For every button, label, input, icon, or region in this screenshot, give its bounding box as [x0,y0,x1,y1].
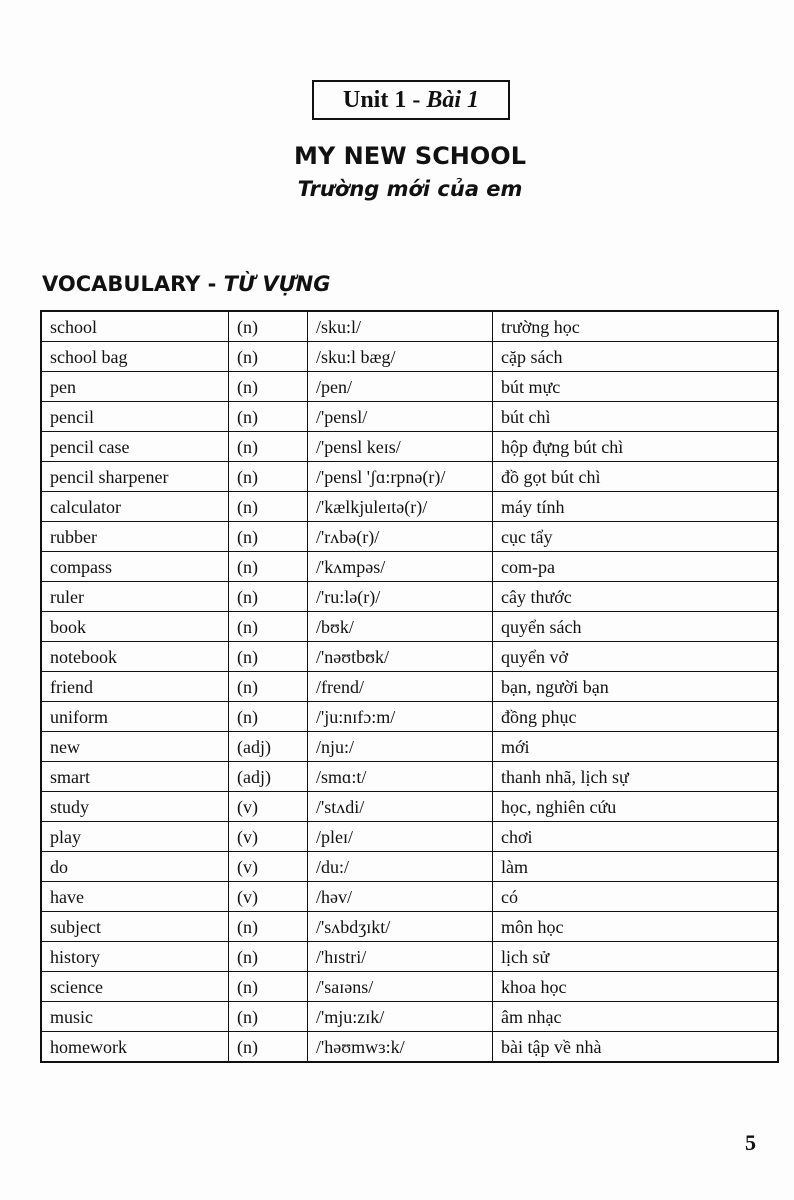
table-row [41,552,778,582]
section-heading-en: VOCABULARY - [42,272,217,296]
table-row [41,822,778,852]
meaning-cell: âm nhạc [493,1002,779,1032]
table-row [41,702,778,732]
word-cell: school bag [41,342,229,372]
pronunciation-cell: /'sʌbdʒɪkt/ [308,912,493,942]
table-row [41,582,778,612]
part-of-speech-cell: (n) [229,342,308,372]
word-cell: school [41,311,229,342]
meaning-cell: đồ gọt bút chì [493,462,779,492]
word-cell: have [41,882,229,912]
word-cell: pencil [41,402,229,432]
word-cell: compass [41,552,229,582]
meaning-cell: hộp đựng bút chì [493,432,779,462]
table-row [41,492,778,522]
word-cell: history [41,942,229,972]
table-row [41,342,778,372]
word-cell: homework [41,1032,229,1063]
unit-label: Unit 1 - [342,86,421,113]
part-of-speech-cell: (n) [229,552,308,582]
part-of-speech-cell: (n) [229,492,308,522]
table-row [41,372,778,402]
pronunciation-cell: /'stʌdi/ [308,792,493,822]
table-row [41,311,778,342]
table-row [41,942,778,972]
meaning-cell: cục tẩy [493,522,779,552]
meaning-cell: môn học [493,912,779,942]
page-title: MY NEW SCHOOL [293,142,526,170]
pronunciation-cell: /'pensl/ [308,402,493,432]
word-cell: study [41,792,229,822]
section-heading [42,272,330,296]
meaning-cell: com-pa [493,552,779,582]
word-cell: smart [41,762,229,792]
table-row [41,852,778,882]
meaning-cell: lịch sử [493,942,779,972]
pronunciation-cell: /'pensl 'ʃɑ:rpnə(r)/ [308,462,493,492]
word-cell: calculator [41,492,229,522]
pronunciation-cell: /'hɪstri/ [308,942,493,972]
page-number: 5 [745,1130,756,1155]
word-cell: friend [41,672,229,702]
word-cell: subject [41,912,229,942]
meaning-cell: cặp sách [493,342,779,372]
pronunciation-cell: /'saɪəns/ [308,972,493,1002]
part-of-speech-cell: (v) [229,882,308,912]
part-of-speech-cell: (v) [229,822,308,852]
word-cell: music [41,1002,229,1032]
meaning-cell: học, nghiên cứu [493,792,779,822]
pronunciation-cell: /'kʌmpəs/ [308,552,493,582]
word-cell: uniform [41,702,229,732]
meaning-cell: máy tính [493,492,779,522]
table-row [41,672,778,702]
table-row [41,462,778,492]
section-heading-vi: TỪ VỰNG [223,272,331,296]
part-of-speech-cell: (n) [229,672,308,702]
table-row [41,732,778,762]
table-row [41,432,778,462]
part-of-speech-cell: (adj) [229,732,308,762]
table-row [41,762,778,792]
pronunciation-cell: /'pensl keɪs/ [308,432,493,462]
pronunciation-cell: /bʊk/ [308,612,493,642]
part-of-speech-cell: (n) [229,1002,308,1032]
meaning-cell: cây thước [493,582,779,612]
table-row [41,642,778,672]
meaning-cell: trường học [493,311,779,342]
word-cell: notebook [41,642,229,672]
pronunciation-cell: /'rʌbə(r)/ [308,522,493,552]
word-cell: pencil sharpener [41,462,229,492]
unit-label-box [312,80,510,120]
pronunciation-cell: /sku:l bæg/ [308,342,493,372]
pronunciation-cell: /'kælkjuleɪtə(r)/ [308,492,493,522]
pronunciation-cell: /'ru:lə(r)/ [308,582,493,612]
pronunciation-cell: /sku:l/ [308,311,493,342]
part-of-speech-cell: (adj) [229,762,308,792]
meaning-cell: mới [493,732,779,762]
meaning-cell: thanh nhã, lịch sự [493,762,779,792]
pronunciation-cell: /pen/ [308,372,493,402]
part-of-speech-cell: (n) [229,462,308,492]
part-of-speech-cell: (v) [229,792,308,822]
word-cell: do [41,852,229,882]
table-row [41,912,778,942]
part-of-speech-cell: (n) [229,402,308,432]
pronunciation-cell: /smɑ:t/ [308,762,493,792]
part-of-speech-cell: (n) [229,311,308,342]
page-subtitle: Trường mới của em [297,177,523,201]
table-row [41,612,778,642]
word-cell: pencil case [41,432,229,462]
pronunciation-cell: /'nəʊtbʊk/ [308,642,493,672]
word-cell: ruler [41,582,229,612]
part-of-speech-cell: (n) [229,642,308,672]
word-cell: play [41,822,229,852]
lesson-label: Bài 1 [426,86,480,113]
word-cell: pen [41,372,229,402]
table-row [41,1032,778,1063]
part-of-speech-cell: (n) [229,372,308,402]
part-of-speech-cell: (n) [229,582,308,612]
part-of-speech-cell: (n) [229,612,308,642]
meaning-cell: quyển sách [493,612,779,642]
part-of-speech-cell: (v) [229,852,308,882]
table-row [41,1002,778,1032]
pronunciation-cell: /du:/ [308,852,493,882]
table-row [41,402,778,432]
vocabulary-table [40,310,779,1063]
part-of-speech-cell: (n) [229,912,308,942]
meaning-cell: chơi [493,822,779,852]
part-of-speech-cell: (n) [229,972,308,1002]
part-of-speech-cell: (n) [229,942,308,972]
meaning-cell: làm [493,852,779,882]
pronunciation-cell: /'həʊmwɜ:k/ [308,1032,493,1063]
word-cell: science [41,972,229,1002]
table-row [41,792,778,822]
part-of-speech-cell: (n) [229,522,308,552]
pronunciation-cell: /'mju:zɪk/ [308,1002,493,1032]
meaning-cell: khoa học [493,972,779,1002]
part-of-speech-cell: (n) [229,432,308,462]
meaning-cell: quyển vở [493,642,779,672]
meaning-cell: bút mực [493,372,779,402]
word-cell: book [41,612,229,642]
part-of-speech-cell: (n) [229,702,308,732]
table-row [41,522,778,552]
pronunciation-cell: /'ju:nɪfɔ:m/ [308,702,493,732]
meaning-cell: có [493,882,779,912]
word-cell: rubber [41,522,229,552]
meaning-cell: bạn, người bạn [493,672,779,702]
part-of-speech-cell: (n) [229,1032,308,1063]
pronunciation-cell: /nju:/ [308,732,493,762]
meaning-cell: bút chì [493,402,779,432]
pronunciation-cell: /pleɪ/ [308,822,493,852]
pronunciation-cell: /frend/ [308,672,493,702]
meaning-cell: bài tập về nhà [493,1032,779,1063]
table-row [41,972,778,1002]
table-row [41,882,778,912]
word-cell: new [41,732,229,762]
meaning-cell: đồng phục [493,702,779,732]
pronunciation-cell: /həv/ [308,882,493,912]
